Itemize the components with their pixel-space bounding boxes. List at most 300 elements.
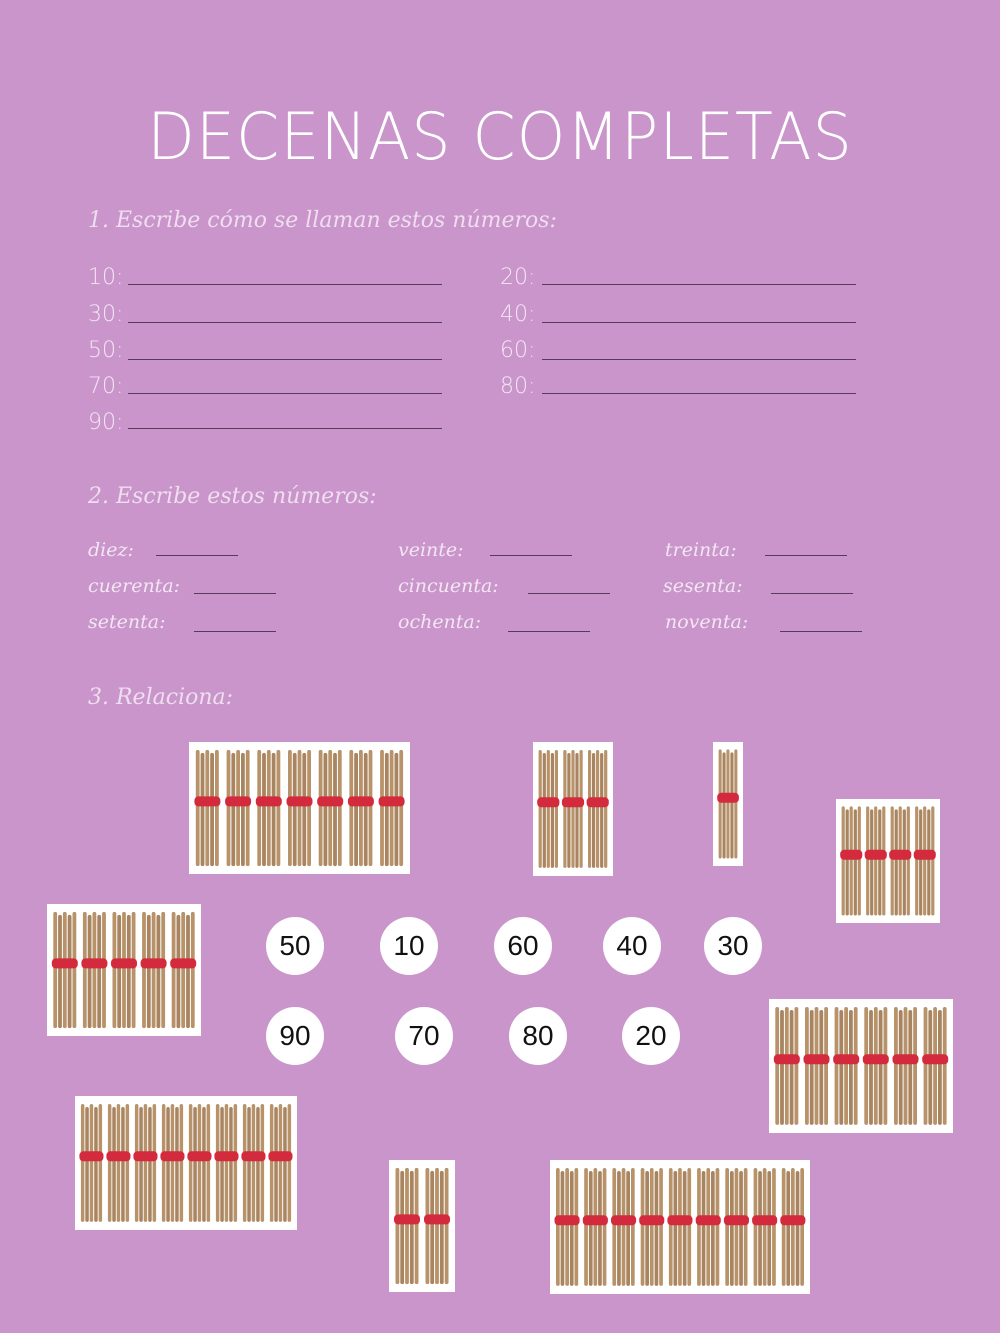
stick — [824, 1007, 828, 1125]
stick — [913, 1007, 917, 1125]
answer-line-cincuenta[interactable] — [528, 593, 610, 594]
stick — [307, 750, 311, 866]
stick — [626, 1171, 630, 1286]
stick-bundle-icon — [893, 1007, 919, 1125]
rubber-band — [562, 797, 584, 807]
stick — [839, 1010, 843, 1125]
stick — [216, 1104, 220, 1222]
stick — [645, 1171, 649, 1286]
rubber-band — [639, 1215, 664, 1225]
stick — [396, 1168, 400, 1284]
stick — [874, 1007, 878, 1125]
stick — [864, 1007, 868, 1125]
stick — [870, 809, 873, 915]
answer-line-ochenta[interactable] — [508, 631, 590, 632]
stick-bundle-icon — [379, 750, 405, 866]
stick — [277, 750, 281, 866]
stick-bundle-icon — [194, 750, 220, 866]
stick — [866, 806, 869, 915]
stick — [735, 1168, 739, 1286]
number-circle-60[interactable]: 60 — [494, 917, 552, 975]
num-label-50: 50: — [88, 338, 124, 363]
stick — [785, 1007, 789, 1125]
stick-bundle-icon — [804, 1007, 830, 1125]
stick — [205, 750, 209, 866]
stick — [815, 1007, 819, 1125]
stick — [907, 806, 910, 915]
stick — [349, 750, 353, 866]
stick — [210, 753, 214, 866]
stick — [584, 1168, 588, 1286]
stick — [440, 1171, 444, 1284]
stick — [191, 912, 195, 1028]
rubber-band — [587, 797, 609, 807]
stick-bundle-icon — [696, 1168, 721, 1286]
stick — [919, 809, 922, 915]
stick — [723, 752, 726, 858]
answer-line-70[interactable] — [128, 393, 442, 394]
rubber-band — [780, 1215, 805, 1225]
stick — [385, 753, 389, 866]
stick — [846, 809, 849, 915]
stick — [612, 1168, 616, 1286]
num-label-80: 80: — [500, 374, 536, 399]
stick — [882, 806, 885, 915]
answer-line-30[interactable] — [128, 322, 442, 323]
number-circle-30[interactable]: 30 — [704, 917, 762, 975]
stick — [175, 1107, 179, 1222]
stick — [113, 912, 117, 1028]
answer-line-treinta[interactable] — [765, 555, 847, 556]
stick — [555, 750, 558, 868]
stick — [261, 1104, 265, 1222]
stick — [162, 1104, 166, 1222]
stick — [565, 1168, 569, 1286]
stick-bundle-icon — [667, 1168, 692, 1286]
stick — [800, 1168, 804, 1286]
stick — [539, 750, 542, 868]
stick-bundle-icon — [214, 1104, 238, 1222]
rubber-band — [611, 1215, 636, 1225]
section3-instruction: 3. Relaciona: — [88, 685, 234, 710]
stick-bundle-icon — [81, 912, 107, 1028]
stick-bundle-icon — [52, 912, 78, 1028]
word-label-sesenta: sesenta: — [663, 575, 743, 597]
stick — [196, 750, 200, 866]
stick — [227, 750, 231, 866]
stick — [617, 1171, 621, 1286]
number-circle-40[interactable]: 40 — [603, 917, 661, 975]
rubber-band — [840, 850, 862, 860]
answer-line-diez[interactable] — [156, 555, 238, 556]
bundle-card-80[interactable] — [75, 1096, 297, 1230]
number-circle-80[interactable]: 80 — [509, 1007, 567, 1065]
stick — [293, 753, 297, 866]
stick — [380, 750, 384, 866]
stick — [575, 753, 578, 868]
stick-bundle-icon — [241, 1104, 265, 1222]
stick — [931, 806, 934, 915]
stick — [172, 912, 176, 1028]
rubber-band — [537, 797, 559, 807]
rubber-band — [106, 1151, 130, 1161]
stick — [319, 750, 323, 866]
stick — [775, 1007, 779, 1125]
stick — [181, 912, 185, 1028]
stick — [252, 1104, 256, 1222]
stick — [298, 750, 302, 866]
bundle-card-90[interactable] — [550, 1160, 810, 1294]
stick-bundle-icon — [583, 1168, 608, 1286]
stick — [659, 1168, 663, 1286]
num-label-90: 90: — [88, 410, 124, 435]
stick-bundle-icon — [889, 806, 911, 915]
stick-bundle-icon — [268, 1104, 292, 1222]
stick — [744, 1168, 748, 1286]
stick — [338, 750, 342, 866]
stick — [697, 1168, 701, 1286]
number-circle-90[interactable]: 90 — [266, 1007, 324, 1065]
stick — [739, 1171, 743, 1286]
stick — [63, 912, 67, 1028]
stick-bundle-icon — [141, 912, 167, 1028]
stick — [928, 1010, 932, 1125]
stick — [603, 1168, 607, 1286]
rubber-band — [724, 1215, 749, 1225]
stick — [561, 1171, 565, 1286]
stick — [730, 1171, 734, 1286]
answer-line-veinte[interactable] — [490, 555, 572, 556]
stick — [127, 915, 131, 1028]
stick — [819, 1010, 823, 1125]
answer-line-50[interactable] — [128, 359, 442, 360]
rubber-band — [348, 796, 374, 806]
stick — [858, 806, 861, 915]
section1-instruction: 1. Escribe cómo se llaman estos números: — [88, 208, 557, 233]
stick — [302, 753, 306, 866]
stick — [243, 1104, 247, 1222]
stick — [288, 750, 292, 866]
stick — [147, 915, 151, 1028]
rubber-band — [752, 1215, 777, 1225]
stick — [874, 806, 877, 915]
stick — [923, 806, 926, 915]
stick — [730, 752, 733, 858]
stick — [157, 915, 161, 1028]
rubber-band — [268, 1151, 292, 1161]
section2-instruction: 2. Escribe estos números: — [88, 484, 377, 509]
stick — [247, 1107, 251, 1222]
stick-bundle-icon — [160, 1104, 184, 1222]
stick — [108, 1104, 112, 1222]
stick — [854, 1007, 858, 1125]
answer-line-noventa[interactable] — [780, 631, 862, 632]
stick — [927, 809, 930, 915]
stick — [279, 1104, 283, 1222]
bundle-card-20[interactable] — [389, 1160, 455, 1292]
rubber-band — [194, 796, 220, 806]
stick — [328, 750, 332, 866]
stick — [180, 1104, 184, 1222]
stick — [236, 750, 240, 866]
stick — [426, 1168, 430, 1284]
page-title: DECENAS COMPLETAS — [147, 98, 853, 175]
stick — [598, 1171, 602, 1286]
stick — [117, 1104, 121, 1222]
rubber-band — [256, 796, 282, 806]
stick — [592, 753, 595, 868]
stick-bundle-icon — [79, 1104, 103, 1222]
stick — [215, 750, 219, 866]
stick — [142, 912, 146, 1028]
num-label-10: 10: — [88, 265, 124, 290]
stick — [575, 1168, 579, 1286]
stick — [849, 1010, 853, 1125]
stick-bundle-icon — [225, 750, 251, 866]
stick-bundle-icon — [611, 1168, 636, 1286]
stick — [399, 750, 403, 866]
stick — [122, 912, 126, 1028]
rubber-band — [225, 796, 251, 806]
stick — [90, 1104, 94, 1222]
num-label-70: 70: — [88, 374, 124, 399]
stick — [706, 1168, 710, 1286]
stick — [445, 1168, 449, 1284]
answer-line-setenta[interactable] — [194, 631, 276, 632]
stick — [270, 1104, 274, 1222]
number-circle-50[interactable]: 50 — [266, 917, 324, 975]
word-label-veinte: veinte: — [398, 539, 464, 561]
rubber-band — [52, 958, 78, 968]
bundle-card-60[interactable] — [769, 999, 953, 1133]
stick — [903, 809, 906, 915]
stick — [81, 1104, 85, 1222]
stick — [895, 809, 898, 915]
stick — [132, 912, 136, 1028]
stick — [924, 1007, 928, 1125]
rubber-band — [287, 796, 313, 806]
stick — [782, 1168, 786, 1286]
stick — [369, 750, 373, 866]
stick — [726, 749, 729, 858]
rubber-band — [394, 1214, 420, 1224]
stick — [805, 1007, 809, 1125]
stick — [234, 1104, 238, 1222]
stick — [58, 915, 62, 1028]
rubber-band — [170, 958, 196, 968]
num-label-30: 30: — [88, 302, 124, 327]
stick — [400, 1171, 404, 1284]
bundle-card-50[interactable] — [47, 904, 201, 1036]
answer-line-60[interactable] — [542, 359, 856, 360]
stick — [241, 753, 245, 866]
stick — [687, 1168, 691, 1286]
stick — [844, 1007, 848, 1125]
stick — [171, 1104, 175, 1222]
stick — [725, 1168, 729, 1286]
stick — [288, 1104, 292, 1222]
stick-bundle-icon — [555, 1168, 580, 1286]
stick — [88, 915, 92, 1028]
stick — [869, 1010, 873, 1125]
stick — [364, 753, 368, 866]
stick-bundle-icon — [840, 806, 862, 915]
stick — [283, 1107, 287, 1222]
rubber-band — [774, 1054, 800, 1064]
rubber-band — [863, 1054, 889, 1064]
stick-bundle-icon — [256, 750, 282, 866]
stick — [93, 912, 97, 1028]
stick — [641, 1168, 645, 1286]
stick — [600, 753, 603, 868]
stick-bundle-icon — [833, 1007, 859, 1125]
stick — [763, 1168, 767, 1286]
answer-line-10[interactable] — [128, 284, 442, 285]
stick-bundle-icon — [865, 806, 887, 915]
bundle-card-30[interactable] — [533, 742, 613, 876]
rubber-band — [187, 1151, 211, 1161]
stick — [126, 1104, 130, 1222]
stick — [556, 1168, 560, 1286]
stick — [938, 1010, 942, 1125]
stick — [410, 1171, 414, 1284]
stick — [198, 1104, 202, 1222]
answer-line-sesenta[interactable] — [771, 593, 853, 594]
stick — [112, 1107, 116, 1222]
stick — [189, 1104, 193, 1222]
stick — [943, 1007, 947, 1125]
stick — [899, 1010, 903, 1125]
stick — [83, 912, 87, 1028]
bundle-card-40[interactable] — [836, 799, 940, 923]
stick — [650, 1168, 654, 1286]
stick-bundle-icon — [424, 1168, 450, 1284]
stick — [207, 1104, 211, 1222]
stick — [908, 1010, 912, 1125]
stick — [933, 1007, 937, 1125]
number-circle-10[interactable]: 10 — [380, 917, 438, 975]
stick — [835, 1007, 839, 1125]
stick — [166, 1107, 170, 1222]
stick — [193, 1107, 197, 1222]
stick — [274, 1107, 278, 1222]
stick — [758, 1171, 762, 1286]
stick — [257, 750, 261, 866]
stick — [879, 1010, 883, 1125]
stick — [563, 750, 566, 868]
stick — [359, 750, 363, 866]
stick-bundle-icon — [111, 912, 137, 1028]
stick — [604, 750, 607, 868]
bundles-drawing — [47, 904, 201, 1036]
stick — [229, 1107, 233, 1222]
answer-line-20[interactable] — [542, 284, 856, 285]
rubber-band — [865, 850, 887, 860]
number-circle-70[interactable]: 70 — [395, 1007, 453, 1065]
rubber-band — [81, 958, 107, 968]
stick — [390, 750, 394, 866]
stick — [786, 1171, 790, 1286]
bundle-card-10[interactable] — [713, 742, 743, 866]
bundle-card-70[interactable] — [189, 742, 410, 874]
stick — [225, 1104, 229, 1222]
stick — [405, 1168, 409, 1284]
stick — [144, 1104, 148, 1222]
stick — [256, 1107, 260, 1222]
rubber-band — [889, 850, 911, 860]
stick-bundle-icon — [587, 750, 609, 868]
stick — [551, 753, 554, 868]
stick — [68, 915, 72, 1028]
rubber-band — [141, 958, 167, 968]
word-label-cuerenta: cuerenta: — [88, 575, 181, 597]
bundles-drawing — [389, 1160, 455, 1292]
stick — [102, 912, 106, 1028]
stick — [161, 912, 165, 1028]
stick-bundle-icon — [170, 912, 196, 1028]
stick — [711, 1171, 715, 1286]
stick — [262, 753, 266, 866]
stick — [596, 750, 599, 868]
stick — [97, 915, 101, 1028]
stick — [899, 806, 902, 915]
num-label-40: 40: — [500, 302, 536, 327]
stick-bundle-icon — [774, 1007, 800, 1125]
stick — [878, 809, 881, 915]
rubber-band — [717, 793, 739, 803]
stick — [430, 1171, 434, 1284]
stick — [767, 1171, 771, 1286]
stick-bundle-icon — [922, 1007, 948, 1125]
stick — [153, 1104, 157, 1222]
stick — [580, 750, 583, 868]
stick — [547, 750, 550, 868]
stick — [719, 749, 722, 858]
stick — [674, 1171, 678, 1286]
answer-line-90[interactable] — [128, 428, 442, 429]
answer-line-40[interactable] — [542, 322, 856, 323]
answer-line-cuerenta[interactable] — [194, 593, 276, 594]
rubber-band — [241, 1151, 265, 1161]
stick-bundle-icon — [752, 1168, 777, 1286]
rubber-band — [893, 1054, 919, 1064]
stick — [152, 912, 156, 1028]
stick — [53, 912, 57, 1028]
num-label-60: 60: — [500, 338, 536, 363]
stick — [842, 806, 845, 915]
number-circle-20[interactable]: 20 — [622, 1007, 680, 1065]
stick-bundle-icon — [717, 749, 739, 858]
stick — [186, 915, 190, 1028]
rubber-band — [667, 1215, 692, 1225]
answer-line-80[interactable] — [542, 393, 856, 394]
stick — [790, 1010, 794, 1125]
stick-bundle-icon — [317, 750, 343, 866]
stick — [810, 1010, 814, 1125]
stick — [904, 1007, 908, 1125]
rubber-band — [922, 1054, 948, 1064]
stick — [678, 1168, 682, 1286]
stick-bundle-icon — [724, 1168, 749, 1286]
rubber-band — [160, 1151, 184, 1161]
stick — [791, 1168, 795, 1286]
stick — [915, 806, 918, 915]
rubber-band — [583, 1215, 608, 1225]
rubber-band — [833, 1054, 859, 1064]
stick — [734, 749, 737, 858]
bundles-drawing — [75, 1096, 297, 1230]
stick — [570, 1171, 574, 1286]
